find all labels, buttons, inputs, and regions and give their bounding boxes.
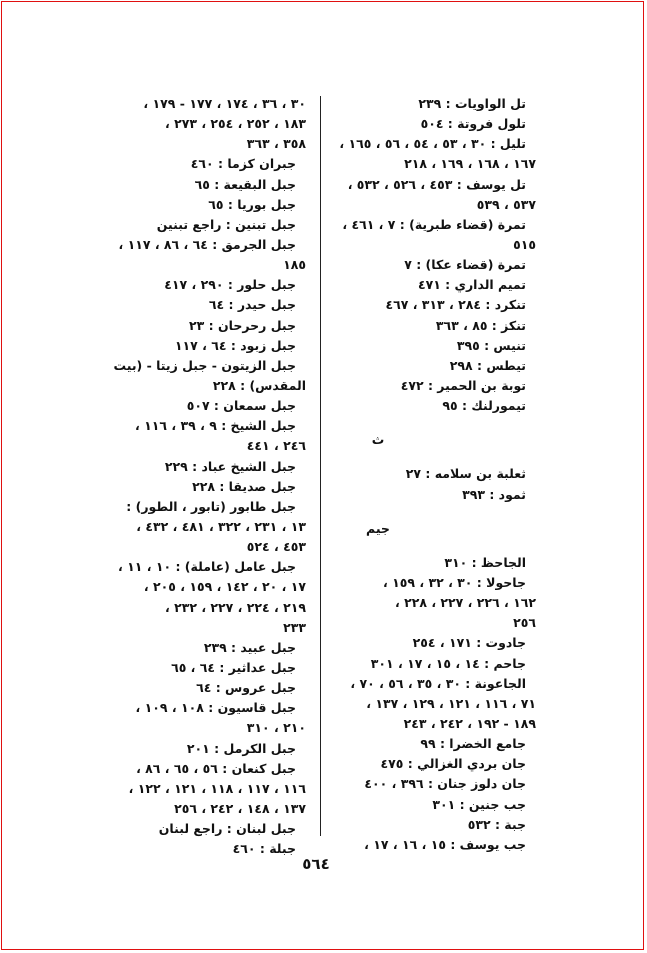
index-entry: جب يوسف : ١٥ ، ١٦ ، ١٧ ، <box>364 836 526 852</box>
index-entry: تنيس : ٣٩٥ <box>456 337 526 353</box>
index-entry: تنكز : ٨٥ ، ٣٦٣ <box>435 317 526 333</box>
index-entry-continuation: ٥١٥ <box>513 236 536 252</box>
index-entry-continuation: ٣٥٨ ، ٣٦٣ <box>246 136 306 152</box>
index-entry: جبل زبود : ٦٤ ، ١١٧ <box>174 337 296 353</box>
index-entry: جادوت : ١٧١ ، ٢٥٤ <box>412 635 526 651</box>
index-entry: جان بردي الغزالي : ٤٧٥ <box>380 756 526 772</box>
index-entry: جبل عبيد : ٢٣٩ <box>203 639 296 655</box>
index-entry: جبل الكرمل : ٢٠١ <box>186 740 296 756</box>
index-entry: تل يوسف : ٤٥٣ ، ٥٢٦ ، ٥٣٢ ، <box>347 176 526 192</box>
index-entry: تمرة (قضاء طبرية) : ٧ ، ٤٦١ ، <box>342 216 526 232</box>
spacer <box>300 505 536 519</box>
index-entry: تل الواويات : ٢٣٩ <box>418 96 526 111</box>
column-divider <box>320 96 321 836</box>
index-entry: جبران كزما : ٤٦٠ <box>190 156 296 172</box>
index-entry: تيمورلنك : ٩٥ <box>442 398 526 414</box>
index-entry: جبل رحرحان : ٢٣ <box>189 317 296 333</box>
spacer <box>300 416 536 430</box>
index-entry: تليل : ٣٠ ، ٥٣ ، ٥٤ ، ٥٦ ، ١٦٥ ، <box>339 136 526 152</box>
index-entry: جبل تبنين : راجع تبنين <box>156 216 296 232</box>
index-entry: جبل عروس : ٦٤ <box>196 680 296 696</box>
index-entry: توبة بن الحمير : ٤٧٢ <box>400 377 526 393</box>
index-entry: جبل الشيخ : ٩ ، ٣٩ ، ١١٦ ، <box>135 418 296 434</box>
index-entry-continuation: ١٨٩ - ١٩٢ ، ٢٤٢ ، ٢٤٣ <box>403 715 536 731</box>
index-entry: تلول فروتة : ٥٠٤ <box>420 116 526 132</box>
index-entry-continuation: ٢٣٣ <box>283 619 306 635</box>
index-entry: تيطس : ٢٩٨ <box>449 357 526 373</box>
index-entry: الجاحظ : ٣١٠ <box>444 554 526 570</box>
index-entry: جبل سمعان : ٥٠٧ <box>186 398 296 414</box>
index-entry-continuation: ١٧ ، ٢٠ ، ١٤٢ ، ١٥٩ ، ٢٠٥ ، <box>143 579 306 595</box>
index-entry: ثعلبة بن سلامه : ٢٧ <box>405 466 526 482</box>
index-entry: جبل حيدر : ٦٤ <box>208 297 296 313</box>
index-entry: الجاعونة : ٣٠ ، ٣٥ ، ٥٦ ، ٧٠ ، <box>350 675 526 691</box>
index-entry-continuation: ١١٦ ، ١١٧ ، ١١٨ ، ١٢١ ، ١٢٢ ، <box>128 780 306 796</box>
index-entry: جامع الخضرا : ٩٩ <box>420 736 526 752</box>
index-entry-continuation: ٣٠ ، ٣٦ ، ١٧٤ ، ١٧٧ - ١٧٩ ، <box>143 96 306 111</box>
index-entry: جبل الزيتون - جبل زيتا - (بيت <box>113 357 296 373</box>
index-entry: جبل حلور : ٢٩٠ ، ٤١٧ <box>164 277 296 293</box>
index-entry-continuation: ٢١٩ ، ٢٢٤ ، ٢٢٧ ، ٢٣٢ ، <box>164 599 306 615</box>
index-entry: تميم الداري : ٤٧١ <box>417 277 526 293</box>
index-entry: جاحولا : ٣٠ ، ٣٢ ، ١٥٩ ، <box>383 574 526 590</box>
index-entry-continuation: ٢٤٦ ، ٤٤١ <box>246 438 306 454</box>
index-entry-continuation: ١٣ ، ٢٣١ ، ٣٢٢ ، ٤٨١ ، ٤٣٢ ، <box>136 518 306 534</box>
index-entry: جبل عامل (عاملة) : ١٠ ، ١١ ، <box>118 559 296 575</box>
index-entry: جبل البقيعة : ٦٥ <box>194 176 296 192</box>
index-entry: جبل طابور (تابور ، الطور) : <box>126 498 296 514</box>
index-entry-continuation: ١٨٥ <box>283 257 306 273</box>
section-heading: جيم <box>366 520 390 536</box>
index-entry: جبل الشيخ عباد : ٢٢٩ <box>164 458 296 474</box>
index-entry: تمرة (قضاء عكا) : ٧ <box>404 257 526 273</box>
index-entry-continuation: ٥٣٧ ، ٥٣٩ <box>476 196 536 212</box>
index-column-right <box>300 94 536 855</box>
index-entry: جبل لبنان : راجع لبنان <box>158 821 296 837</box>
index-entry: جبل صديقا : ٢٢٨ <box>192 478 296 494</box>
index-entry-continuation: ٧١ ، ١١٦ ، ١٢١ ، ١٢٩ ، ١٣٧ ، <box>366 695 536 711</box>
index-entry: جب جنين : ٣٠١ <box>432 796 526 812</box>
spacer <box>300 539 536 553</box>
index-entry-continuation: ١٨٣ ، ٢٥٢ ، ٢٥٤ ، ٢٧٣ ، <box>164 116 306 132</box>
index-column-left <box>88 94 306 859</box>
index-entry: جبل الجرمق : ٦٤ ، ٨٦ ، ١١٧ ، <box>118 236 296 252</box>
index-entry-continuation: ٢٥٦ <box>513 615 536 631</box>
index-entry-continuation: ٤٥٣ ، ٥٢٤ <box>246 539 306 555</box>
index-entry-continuation: ١٦٢ ، ٢٢٦ ، ٢٢٧ ، ٢٢٨ ، <box>394 595 536 611</box>
section-heading: ث <box>371 432 385 448</box>
index-entry: جبل قاسيون : ١٠٨ ، ١٠٩ ، <box>135 700 296 716</box>
index-entry: جان دلوز جنان : ٣٩٦ ، ٤٠٠ <box>364 776 526 792</box>
index-entry: جبل كنعان : ٥٦ ، ٦٥ ، ٨٦ ، <box>136 760 296 776</box>
index-entry: جبلة : ٤٦٠ <box>232 841 296 857</box>
index-entry-continuation: المقدس) : ٢٢٨ <box>212 377 306 393</box>
index-entry: تنكرد : ٢٨٤ ، ٣١٣ ، ٤٦٧ <box>385 297 526 313</box>
index-entry-continuation: ٢١٠ ، ٣١٠ <box>246 720 306 736</box>
page-number: ٥٦٤ <box>302 855 330 873</box>
index-entry: جبل بوريا : ٦٥ <box>208 196 296 212</box>
index-entry: جاحم : ١٤ ، ١٥ ، ١٧ ، ٣٠١ <box>370 655 526 671</box>
spacer <box>300 450 536 464</box>
index-entry: جبل عداثير : ٦٤ ، ٦٥ <box>171 659 296 675</box>
index-entry: ثمود : ٣٩٣ <box>462 486 526 502</box>
index-entry-continuation: ١٣٧ ، ١٤٨ ، ٢٤٢ ، ٢٥٦ <box>174 800 306 816</box>
index-entry-continuation: ١٦٧ ، ١٦٨ ، ١٦٩ ، ٢١٨ <box>404 156 536 172</box>
index-entry: جبة : ٥٣٢ <box>467 816 526 832</box>
